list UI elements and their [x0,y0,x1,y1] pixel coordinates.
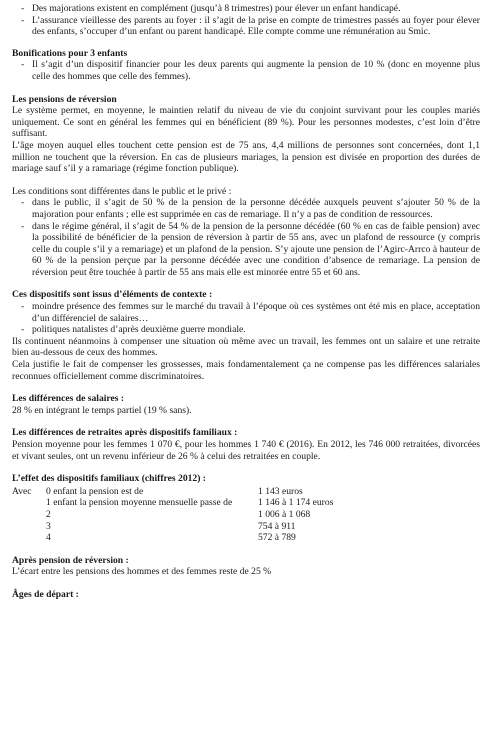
spacer [12,175,480,186]
paragraph: Pension moyenne pour les femmes 1 070 €, pour les hommes 1 740 € (2016). En 2012, les 746 000 retraitées, divorcées et vivant seules, ont un revenu inférieur de 26 % à celui des retraitées en couple. [12,439,480,462]
table-cell: 3 [46,520,51,532]
table-cell [12,497,46,509]
reversion-list [12,197,480,278]
list-item: - Des majorations existent en complément (jusqu’à 8 trimestres) pour élever un enfant handicapé. [12,3,480,15]
section-heading-salaires: Les différences de salaires : [12,393,125,405]
list-item: - dans le public, il s’agit de 50 % de la pension de la personne décédée auxquels peuvent s’ajouter 50 % de la majoration pour enfants ; elle est supprimée en cas de remariage. Il n’y a pas de condition de ressources. [12,197,480,220]
list-item: - L’assurance vieillesse des parents au foyer : il s’agit de la prise en compte de trimestres passés au foyer pour élever des enfants, s’occuper d’un enfant ou parent handicapé. Elle compte comme une rémunération au Smic. [12,15,480,38]
top-bullet-list [12,3,480,38]
list-item: - moindre présence des femmes sur le marché du travail à l’époque où ces systèmes ont été mis en place, acceptation d’un différenciel de salaires… [12,301,480,324]
table-cell [12,521,46,533]
paragraph: 28 % en intégrant le temps partiel (19 % sans). [12,404,192,416]
table-row [12,486,333,498]
paragraph: L’âge moyen auquel elles touchent cette pension est de 75 ans, 4,4 millions de personnes sont concernées, dont 1,1 million ne touchent que la réversion. En cas de plusieurs mariages, la pension est divisée en proportion des durées de mariage sauf s’il y a ramariage (régime fonction publique). [12,139,480,175]
table-cell: 1 enfant la pension moyenne mensuelle passe de [46,497,233,509]
table-cell: 1 143 euros [258,485,303,497]
section-heading-apres: Après pension de réversion : [12,554,129,566]
section-heading-reversion: Les pensions de réversion [12,93,117,105]
section-heading-contexte: Ces dispositifs sont issus d’éléments de contexte : [12,289,213,301]
table-row [12,497,333,509]
table-cell: 1 006 à 1 068 [258,508,311,520]
table-cell: 1 146 à 1 174 euros [258,497,334,509]
table-cell: Avec [12,485,32,497]
table-cell [12,532,46,544]
section-heading-retraites: Les différences de retraites après dispositifs familiaux : [12,427,238,439]
section-heading-depart: Âges de départ : [12,588,79,600]
table-cell: 2 [46,508,51,520]
table-cell: 4 [46,532,51,544]
section-heading-bonifications: Bonifications pour 3 enfants [12,47,128,59]
list-item: - politiques natalistes d’après deuxième guerre mondiale. [12,324,480,336]
contexte-list [12,301,480,336]
paragraph: Le système permet, en moyenne, le maintien relatif du niveau de vie du conjoint survivant pour les couples mariés uniquement. Ce sont en général les femmes qui en bénéficient (89 %). Pour les personnes modestes, c’est loin d’être suffisant. [12,105,480,140]
table-cell [12,509,46,521]
table-row [12,509,333,521]
section-heading-effet: L’effet des dispositifs familiaux (chiffres 2012) : [12,473,206,485]
list-item: - dans le régime général, il s’agit de 54 % de la pension de la personne décédée (60 % en cas de faible pension) avec la possibilité de bénéficier de la pension de réversion à partir de 55 ans, avec un plafond de ressource (y compris celle du couple s’il y a remariage) et un plafond de la pension. S’y ajoute une pension de l’Agirc-Arrco à hauteur de 60 % de la pension perçue par la personne décédée avec une condition d’absence de remariage. La pension de réversion peut être touchée à partir de 55 ans mais elle est minorée entre 55 et 60 ans. [12,221,480,279]
paragraph: L’écart entre les pensions des hommes et des femmes reste de 25 % [12,566,272,578]
effects-table [12,486,333,544]
table-cell: 572 à 789 [258,532,296,544]
table-cell: 754 à 911 [258,520,296,532]
list-item: - Il s’agit d’un dispositif financier pour les deux parents qui augmente la pension de 10 % (donc en moyenne plus celle des hommes que celle des femmes). [12,59,480,82]
paragraph: Cela justifie le fait de compenser les grossesses, mais fondamentalement ça ne compense pas les différences salariales reconnues officiellement comme discriminatoires. [12,359,480,382]
bonifications-list [12,59,480,82]
table-cell: 0 enfant la pension est de [46,485,144,497]
paragraph: Les conditions sont différentes dans le public et le privé : [12,185,232,197]
table-row [12,521,333,533]
table-row [12,532,333,544]
paragraph: Ils continuent néanmoins à compenser une situation où même avec un travail, les femmes ont un salaire et une retraite bien au-dessous de ceux des hommes. [12,335,480,359]
